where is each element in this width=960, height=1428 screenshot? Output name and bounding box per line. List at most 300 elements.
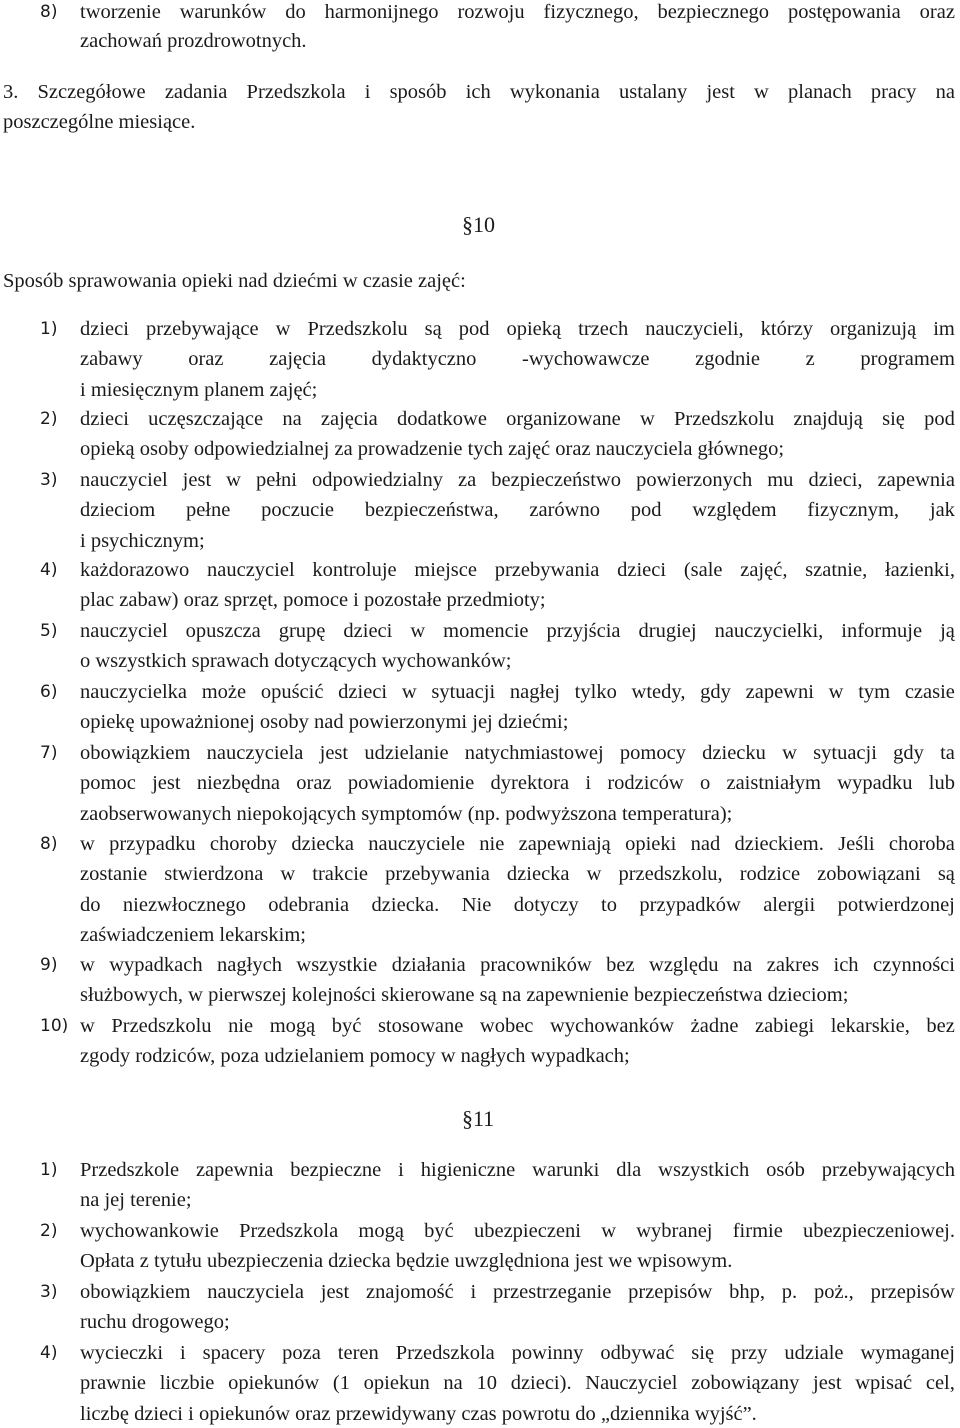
word: poczucie — [261, 499, 335, 522]
list-item-text: plac zabaw) oraz sprzęt, pomoce i pozostałe przedmioty; — [80, 589, 546, 612]
word: dzieci — [338, 681, 388, 703]
word: organizowane — [506, 408, 621, 430]
word: w — [280, 863, 296, 886]
word: do — [80, 893, 101, 916]
list-item-text — [80, 1340, 955, 1366]
word: rodzice — [739, 863, 801, 886]
word: nauczycieli, — [645, 318, 744, 340]
word: do — [285, 1, 306, 23]
word: przebywania — [494, 559, 600, 581]
list-item-number: 3) — [40, 470, 58, 490]
word: (1 — [332, 1372, 350, 1395]
word: w — [640, 408, 655, 430]
word: nagłej — [509, 681, 560, 703]
list-item-number: 1) — [40, 319, 58, 339]
word: pracy — [870, 81, 917, 103]
word: 10 — [476, 1372, 497, 1395]
word: firmie — [732, 1220, 783, 1242]
word: choroby — [209, 833, 278, 855]
word: fizycznego, — [543, 1, 639, 23]
word: ją — [940, 620, 955, 642]
word: trakcie — [312, 863, 369, 886]
word: Przedszkolu — [674, 408, 775, 430]
word: kontroluje — [312, 559, 397, 581]
word: opieką — [506, 318, 562, 340]
word: zapewnia — [877, 469, 955, 491]
list-item-text — [80, 346, 955, 372]
word: 3. — [3, 81, 19, 103]
word: dziecka — [291, 833, 354, 855]
word: obowiązkiem — [80, 1281, 191, 1303]
word: przepisów — [870, 1281, 955, 1303]
list-item-number: 4) — [40, 1343, 58, 1363]
word: być — [331, 1015, 362, 1037]
word: odbywać — [600, 1342, 675, 1364]
list-item-text: o wszystkich sprawach dotyczących wychowanków; — [80, 650, 512, 673]
word: zajęcia — [320, 408, 378, 430]
word: przypadków — [639, 893, 741, 916]
list-item-number: 8) — [40, 2, 58, 22]
word: stosowane — [377, 1015, 464, 1037]
word: pełni — [256, 469, 298, 491]
word: organizują — [830, 318, 917, 340]
word: ich — [833, 954, 859, 976]
list-item-number: 7) — [40, 743, 58, 763]
word: dzieckiem. — [734, 833, 824, 855]
list-item-text: i miesięcznym planem zajęć; — [80, 378, 318, 401]
section-title: §10 — [462, 212, 495, 237]
word: jest — [813, 1372, 842, 1395]
list-item-text: ruchu drogowego; — [80, 1311, 230, 1334]
word: na — [443, 1372, 463, 1395]
word: względem — [692, 499, 777, 522]
word: natychmiastowej — [464, 742, 604, 764]
list-item-text — [80, 0, 955, 25]
word: miejsce — [414, 559, 477, 581]
word: zaistniałym — [726, 772, 821, 795]
word: dziecku — [702, 742, 766, 764]
word: w — [601, 1220, 616, 1242]
word: jest — [706, 81, 735, 103]
word: nauczyciel — [80, 469, 168, 491]
word: sposób — [389, 81, 447, 103]
word: Nauczyciel — [585, 1372, 678, 1395]
list-item-text — [80, 467, 955, 493]
word: liczbie — [159, 1372, 215, 1395]
word: opieki — [625, 833, 677, 855]
word: dzieci — [80, 408, 129, 430]
word: gdy — [700, 681, 731, 703]
word: opuszcza — [185, 620, 261, 642]
word: przebywających — [821, 1159, 955, 1181]
word: mogą — [269, 1015, 316, 1037]
list-item-number: 3) — [40, 1282, 58, 1302]
word: zajęcia — [269, 348, 327, 371]
word: drugiej — [638, 620, 697, 642]
word: niezbędna — [196, 772, 280, 795]
word: jest — [182, 469, 212, 491]
word: którzy — [760, 318, 814, 340]
list-item-text: na jej terenie; — [80, 1189, 192, 1212]
word: opiekun — [363, 1372, 430, 1395]
word: wtedy, — [631, 681, 686, 703]
word: nauczyciel — [80, 620, 168, 642]
word: bezpieczeństwo — [491, 469, 622, 491]
word: oraz — [919, 1, 955, 23]
word: przypadku — [109, 833, 196, 855]
word: dotyczy — [513, 893, 579, 916]
word: w — [828, 681, 844, 703]
word: nad — [690, 833, 721, 855]
word: dzieci — [343, 620, 393, 642]
word: ustalany — [618, 81, 688, 103]
list-item-text: opiekę upoważnionej osoby nad powierzonymi jej dziećmi; — [80, 711, 569, 734]
list-item-text — [80, 892, 955, 918]
word: teren — [337, 1342, 379, 1364]
list-item-text — [80, 770, 955, 796]
list-item-number: 9) — [40, 955, 58, 975]
word: powiadomienie — [347, 772, 475, 795]
word: ubezpieczeniowej. — [803, 1220, 955, 1242]
word: bez — [606, 954, 635, 976]
word: mu — [767, 469, 794, 491]
word: o — [699, 772, 711, 795]
word: jest — [152, 772, 181, 795]
word: wymaganej — [860, 1342, 955, 1364]
word: osób — [766, 1159, 805, 1181]
word: rodziców — [607, 772, 684, 795]
word: tylko — [574, 681, 617, 703]
word: dziecka. — [371, 893, 440, 916]
list-item-text — [80, 740, 955, 766]
word: nauczyciela — [206, 742, 304, 764]
word: są — [937, 863, 955, 886]
word: wobec — [479, 1015, 534, 1037]
word: żadne — [690, 1015, 739, 1037]
word: higieniczne — [420, 1159, 516, 1181]
list-item-text — [80, 406, 955, 432]
word: dzieci — [80, 318, 129, 340]
word: zobowiązani — [817, 863, 921, 886]
word: zajęć, — [740, 559, 788, 581]
word: wypadku — [837, 772, 913, 795]
word: informuje — [841, 620, 923, 642]
word: powinny — [511, 1342, 584, 1364]
word: zabiegi — [754, 1015, 815, 1037]
word: nie — [479, 833, 505, 855]
word: Przedszkole — [80, 1159, 180, 1181]
word: dzieci — [617, 559, 667, 581]
list-item-text — [80, 1279, 955, 1305]
word: pod — [458, 318, 490, 340]
word: jest — [319, 742, 349, 764]
word: planach — [788, 81, 852, 103]
word: w — [80, 954, 95, 976]
word: udzielanie — [364, 742, 449, 764]
word: są — [424, 318, 442, 340]
word: Przedszkola — [395, 1342, 495, 1364]
word: się — [882, 408, 905, 430]
word: szatnie, — [805, 559, 868, 581]
word: jak — [929, 499, 955, 522]
word: bezpiecznego — [657, 1, 770, 23]
word: bez — [926, 1015, 955, 1037]
word: mogą — [358, 1220, 404, 1242]
list-item-text: zaobserwowanych niepokojących symptomów (np. podwyższona temperatura); — [80, 802, 733, 825]
list-item-text: Opłata z tytułu ubezpieczenia dziecka będzie uwzględniona jest we wpisowym. — [80, 1250, 733, 1273]
word: programem — [860, 348, 955, 371]
word: potwierdzonej — [837, 893, 955, 916]
list-item-text — [80, 952, 955, 978]
word: dodatkowe — [397, 408, 487, 430]
word: nauczyciel — [207, 559, 295, 581]
word: może — [201, 681, 247, 703]
word: pod — [924, 408, 955, 430]
list-item-text: opieką osoby odpowiedzialnej za prowadzenie tych zajęć oraz nauczyciela głównego; — [80, 438, 785, 461]
word: tworzenie — [80, 1, 161, 23]
word: pracowników — [480, 954, 592, 976]
word: zarówno — [529, 499, 600, 522]
list-item-number: 2) — [40, 1221, 58, 1241]
word: zostanie — [80, 863, 148, 886]
word: w — [275, 318, 291, 340]
word: lub — [928, 772, 955, 795]
word: stwierdzona — [164, 863, 264, 886]
word: zapewniają — [518, 833, 611, 855]
word: z — [805, 348, 815, 371]
word: przepisów — [628, 1281, 713, 1303]
word: działania — [391, 954, 466, 976]
word: przyjścia — [546, 620, 621, 642]
word: w — [410, 620, 426, 642]
word: czynności — [873, 954, 955, 976]
list-item-number: 10) — [40, 1016, 69, 1036]
word: dzieci). — [510, 1372, 572, 1395]
word: przebywania — [385, 863, 490, 886]
word: odpowiedzialny — [312, 469, 443, 491]
list-item-number: 6) — [40, 682, 58, 702]
word: pomocy — [619, 742, 686, 764]
word: choroba — [888, 833, 955, 855]
word: w — [586, 863, 602, 886]
word: zobowiązany — [691, 1372, 800, 1395]
list-item-text — [80, 861, 955, 887]
word: za — [458, 469, 477, 491]
word: być — [424, 1220, 454, 1242]
word: nauczyciela — [207, 1281, 304, 1303]
word: każdorazowo — [80, 559, 190, 581]
word: powierzonych — [636, 469, 753, 491]
word: to — [601, 893, 617, 916]
word: jest — [320, 1281, 350, 1303]
word: niezwłocznego — [122, 893, 246, 916]
list-item-number: 2) — [40, 409, 58, 429]
word: rozwoju — [457, 1, 525, 23]
word: Przedszkola — [239, 1220, 339, 1242]
word: p. — [781, 1281, 798, 1303]
word: zapewnia — [195, 1159, 274, 1181]
word: wykonania — [509, 81, 600, 103]
word: poza — [282, 1342, 321, 1364]
word: -wychowawcze — [522, 348, 650, 371]
word: wycieczki — [80, 1342, 164, 1364]
word: pełne — [185, 499, 231, 522]
list-item-text: służbowych, w pierwszej kolejności skierowane są na zapewnienie bezpieczeństwa dzieciom; — [80, 984, 849, 1007]
word: odebrania — [268, 893, 350, 916]
list-item-text: i psychicznym; — [80, 529, 205, 552]
word: alergii — [763, 893, 816, 916]
word: w — [80, 833, 95, 855]
word: wszystkie — [296, 954, 378, 976]
word: nauczyciele — [368, 833, 465, 855]
word: Szczegółowe — [37, 81, 146, 103]
word: dzieci, — [808, 469, 863, 491]
word: względu — [649, 954, 719, 976]
word: warunki — [532, 1159, 600, 1181]
word: dyrektora — [490, 772, 570, 795]
word: i — [470, 1281, 477, 1303]
list-item-text: zachowań prozdrowotnych. — [80, 30, 307, 52]
word: spacery — [202, 1342, 266, 1364]
list-item-text: zaświadczeniem lekarskim; — [80, 923, 306, 946]
word: tym — [858, 681, 891, 703]
word: przy — [730, 1342, 768, 1364]
word: sytuacji — [431, 681, 496, 703]
list-item-text: liczbę dzieci i opiekunów oraz przewidywany czas powrotu do „dziennika wyjść”. — [80, 1402, 757, 1425]
list-item-text — [80, 618, 955, 644]
word: wpisać — [855, 1372, 913, 1395]
word: się — [691, 1342, 715, 1364]
word: fizycznym, — [807, 499, 900, 522]
word: warunków — [179, 1, 267, 23]
word: (sale — [683, 559, 723, 581]
list-item-text — [80, 1013, 955, 1039]
word: i — [180, 1342, 186, 1364]
word: Przedszkola — [246, 81, 346, 103]
list-item-text — [80, 1218, 955, 1244]
word: harmonijnego — [324, 1, 439, 23]
list-item-text — [80, 1370, 955, 1396]
word: prawnie — [80, 1372, 147, 1395]
word: bezpieczeństwa, — [364, 499, 499, 522]
list-item-text — [80, 497, 955, 523]
word: przedszkolu, — [618, 863, 723, 886]
word: Nie — [461, 893, 492, 916]
word: zabawy — [80, 348, 143, 371]
word: bhp, — [729, 1281, 766, 1303]
word: przestrzeganie — [492, 1281, 612, 1303]
word: poż., — [813, 1281, 854, 1303]
word: lekarskie, — [830, 1015, 910, 1037]
word: opuścić — [260, 681, 324, 703]
word: nie — [228, 1015, 254, 1037]
list-item-number: 8) — [40, 834, 58, 854]
word: czasie — [904, 681, 955, 703]
word: i — [364, 81, 371, 103]
word: dziecka — [506, 863, 570, 886]
list-item-text — [80, 557, 955, 583]
word: zapewni — [745, 681, 814, 703]
word: oraz — [296, 772, 332, 795]
word: zakres — [766, 954, 820, 976]
section-title: §11 — [462, 1106, 495, 1131]
word: na — [935, 81, 955, 103]
word: Przedszkolu — [307, 318, 408, 340]
word: dla — [616, 1159, 642, 1181]
word: dzieciom — [80, 499, 156, 522]
word: i — [585, 772, 592, 795]
word: znajdują — [793, 408, 863, 430]
word: w — [754, 81, 769, 103]
word: sytuacji — [813, 742, 877, 764]
word: w — [80, 1015, 95, 1037]
word: przebywające — [145, 318, 259, 340]
word: w — [782, 742, 797, 764]
word: nagłych — [217, 954, 282, 976]
list-item-text: zgody rodziców, poza udzielaniem pomocy w nagłych wypadkach; — [80, 1045, 630, 1068]
word: w — [401, 681, 417, 703]
word: uczęszczające — [148, 408, 264, 430]
section-intro: Sposób sprawowania opieki nad dziećmi w czasie zajęć: — [3, 270, 466, 292]
word: momencie — [443, 620, 529, 642]
paragraph-text: poszczególne miesiące. — [3, 111, 196, 133]
word: gdy — [893, 742, 924, 764]
list-item-number: 1) — [40, 1160, 58, 1180]
word: dydaktyczno — [371, 348, 477, 371]
list-item-text — [80, 316, 955, 342]
word: wybranej — [636, 1220, 713, 1242]
word: Przedszkolu — [111, 1015, 212, 1037]
list-item-number: 5) — [40, 621, 58, 641]
word: na — [732, 954, 753, 976]
word: obowiązkiem — [80, 742, 191, 764]
word: wychowankowie — [80, 1220, 219, 1242]
word: ta — [940, 742, 955, 764]
word: nauczycielka — [80, 681, 187, 703]
word: i — [398, 1159, 404, 1181]
word: pod — [630, 499, 662, 522]
word: bezpieczne — [290, 1159, 382, 1181]
word: trzech — [578, 318, 629, 340]
word: postępowania — [787, 1, 901, 23]
word: na — [282, 408, 302, 430]
word: wypadkach — [109, 954, 203, 976]
word: wszystkich — [658, 1159, 750, 1181]
word: im — [933, 318, 955, 340]
word: oraz — [188, 348, 224, 371]
list-item-text — [80, 679, 955, 705]
word: ubezpieczeni — [473, 1220, 581, 1242]
word: zadania — [164, 81, 228, 103]
word: nauczycielki, — [714, 620, 824, 642]
word: opiekunów — [228, 1372, 320, 1395]
paragraph-text — [3, 79, 955, 105]
word: pomoc — [80, 772, 136, 795]
word: cel, — [925, 1372, 955, 1395]
word: łazienki, — [884, 559, 955, 581]
list-item-text — [80, 831, 955, 857]
list-item-number: 4) — [40, 560, 58, 580]
word: w — [226, 469, 241, 491]
list-item-text — [80, 1157, 955, 1183]
word: grupę — [278, 620, 326, 642]
word: udziale — [784, 1342, 844, 1364]
word: zgodnie — [695, 348, 761, 371]
word: Jeśli — [838, 833, 875, 855]
word: wychowanków — [549, 1015, 675, 1037]
word: znajomość — [366, 1281, 454, 1303]
word: ich — [465, 81, 491, 103]
